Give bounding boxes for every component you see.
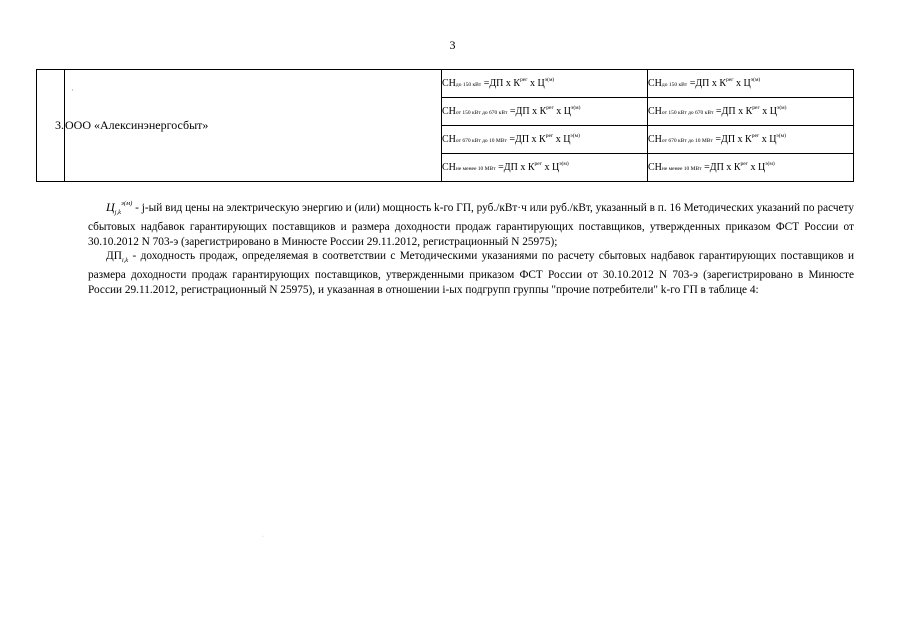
formula-mid: =ДП х К [481,78,521,89]
formula-pre: СН [442,134,456,145]
table-row [37,70,854,98]
formula-cell-right [648,98,854,126]
formula-sub: от 670 кВт до 10 МВт [455,138,507,144]
formula-sup: рег [740,161,748,167]
formula-sup: рег [726,77,734,83]
formula-sup2: э(м) [765,161,775,167]
formula-pre: СН [648,78,662,89]
formula-pre: СН [442,162,456,173]
formula-pre: СН [648,162,662,173]
paragraph-price-text: - j-ый вид цены на электрическую энергию и (или) мощность k-го ГП, руб./кВт·ч или руб./кВт, указанный в п. 16 Методических указаний по расчету сбытовых надбавок гарантирующих поставщиков и размера доходности продаж гарантирующих поставщиков, утвержденных приказом ФСТ России от 30.10.2012 N 703-э (зарегистрировано в Минюсте России 29.11.2012, регистрационный N 25975); [88,202,854,248]
price-symbol-sub: j,k [114,209,121,216]
formula-cell-left [442,70,648,98]
paragraph-price-definition [88,196,854,250]
formula-sub: до 150 кВт [455,82,482,88]
profitability-symbol-sub: i,k [121,257,129,264]
formula-sup: рег [545,133,554,139]
formula-sup: рег [546,105,554,111]
formula-sup2: э(м) [559,161,569,167]
formula-post: х Ц [759,134,777,145]
paragraph-profitability-text: - доходность продаж, определяемая в соответствии с Методическими указаниями по расчету сбытовых надбавок гарантирующих поставщиков и размера доходности продаж гарантирующих поставщиков, утвержденными приказом ФСТ России от 30.10.2012 N 703-э (зарегистрировано в Минюсте России 29.11.2012, регистрационный N 25975), и указанная в отношении i-ых подгрупп группы "прочие потребители" k-го ГП в таблице 4: [88,250,854,296]
formula-mid: =ДП х К [506,134,546,145]
formula-pre: СН [648,134,662,145]
formula-sup2: э(м) [776,133,786,139]
formula-sub: от 150 кВт до 670 кВт [661,110,714,116]
formula-sup: рег [534,161,542,167]
formula-sup: рег [751,133,760,139]
formula-mid: =ДП х К [701,162,741,173]
row-number: 3. [37,70,65,182]
paragraph-profitability-definition [88,249,854,298]
formula-sup2: э(м) [570,133,580,139]
tariff-table [36,69,854,182]
formula-sub: до 150 кВт [661,82,688,88]
formula-post: х Ц [527,78,545,89]
formula-sup2: э(м) [570,105,581,111]
price-symbol: Ц [106,200,115,214]
page-number: 3 [449,38,456,52]
profitability-symbol: ДП [106,250,122,262]
formula-pre: СН [442,106,456,117]
formula-pre: СН [648,106,662,117]
organization-name: ООО «Алексинэнергосбыт» [65,70,442,182]
formula-cell-left [442,154,648,182]
formula-cell-left [442,98,648,126]
price-symbol-sup: э(м) [121,200,133,207]
formula-post: х Ц [553,134,571,145]
formula-post: х Ц [747,162,766,173]
formula-sub: не менее 10 МВт [661,166,702,172]
formula-sub: от 150 кВт до 670 кВт [455,110,508,116]
formula-cell-right [648,70,854,98]
formula-post: х Ц [541,162,560,173]
formula-cell-left [442,126,648,154]
formula-post: х Ц [733,78,751,89]
formula-cell-right [648,154,854,182]
formula-cell-right [648,126,854,154]
formula-mid: =ДП х К [495,162,535,173]
scan-dot: · [262,534,264,540]
formula-mid: =ДП х К [687,78,727,89]
formula-sup: рег [752,105,760,111]
formula-post: х Ц [759,106,777,117]
formula-sub: от 670 кВт до 10 МВт [661,138,713,144]
formula-post: х Ц [553,106,571,117]
formula-sub: не менее 10 МВт [455,166,496,172]
formula-mid: =ДП х К [713,106,753,117]
formula-mid: =ДП х К [712,134,752,145]
formula-sup2: э(м) [544,77,555,83]
formula-pre: СН [442,78,456,89]
scan-dot: · [71,86,74,95]
formula-sup2: э(м) [776,105,787,111]
formula-sup: рег [520,77,528,83]
formula-sup2: э(м) [750,77,761,83]
formula-mid: =ДП х К [507,106,547,117]
